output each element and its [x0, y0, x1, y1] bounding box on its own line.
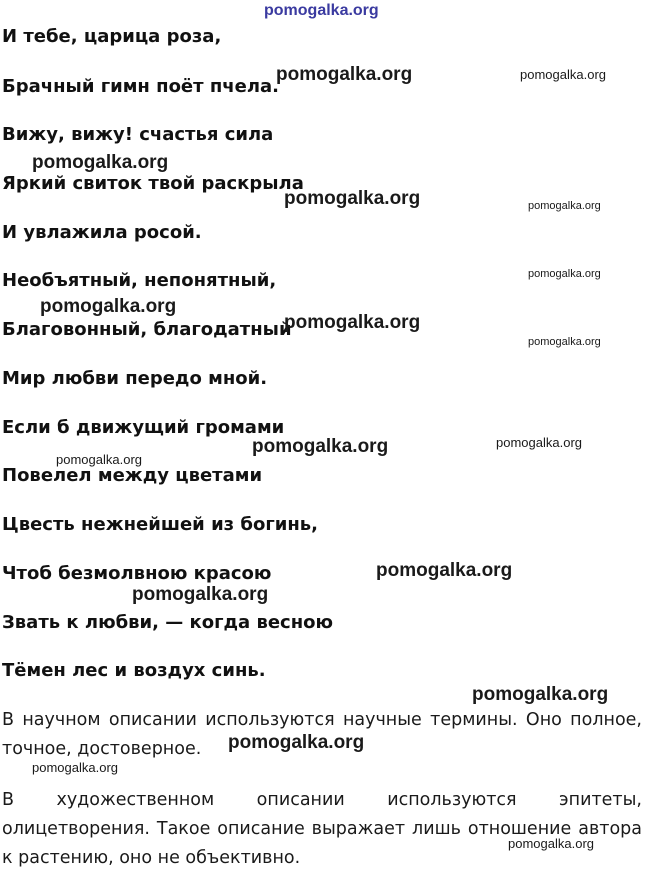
poem-line: Тёмен лес и воздух синь. [2, 660, 266, 681]
watermark: pomogalka.org [496, 435, 582, 450]
poem-line: Необъятный, непонятный, [2, 270, 277, 291]
watermark: pomogalka.org [528, 336, 601, 348]
poem-line: Брачный гимн поёт пчела. [2, 76, 280, 97]
poem-line: Чтоб безмолвною красою [2, 563, 272, 584]
watermark: pomogalka.org [520, 67, 606, 82]
watermark: pomogalka.org [132, 584, 269, 605]
description-paragraph-artistic: В художественном описании используются эпитеты, олицетворения. Такое описание выражает лишь отношение автора к растению, оно не объективно. [2, 790, 642, 868]
watermark: pomogalka.org [56, 452, 142, 467]
watermark: pomogalka.org [40, 296, 177, 317]
description-paragraph-scientific: В научном описании используются научные термины. Оно полное, точное, достоверное. [2, 710, 642, 759]
watermark: pomogalka.org [528, 200, 601, 212]
watermark: pomogalka.org [32, 760, 118, 775]
watermark: pomogalka.org [472, 684, 609, 705]
watermark-top: pomogalka.org [264, 2, 379, 19]
poem-line: Вижу, вижу! счастья сила [2, 124, 274, 145]
watermark: pomogalka.org [252, 436, 389, 457]
watermark: pomogalka.org [276, 64, 413, 85]
watermark: pomogalka.org [284, 312, 421, 333]
poem-line: Звать к любви, — когда весною [2, 612, 334, 633]
watermark: pomogalka.org [32, 152, 169, 173]
watermark: pomogalka.org [528, 268, 601, 280]
poem-line: Цвесть нежнейшей из богинь, [2, 514, 319, 535]
watermark: pomogalka.org [508, 836, 594, 851]
poem-line: Мир любви передо мной. [2, 368, 268, 389]
poem-line: Повелел между цветами [2, 465, 263, 486]
watermark: pomogalka.org [228, 732, 365, 753]
watermark: pomogalka.org [376, 560, 513, 581]
poem-line: Благовонный, благодатный [2, 319, 292, 340]
poem-line: Яркий свиток твой раскрыла [2, 173, 304, 194]
watermark: pomogalka.org [284, 188, 421, 209]
poem-line: И увлажила росой. [2, 222, 202, 243]
poem-line: Если б движущий громами [2, 417, 285, 438]
poem-line: И тебе, царица роза, [2, 26, 222, 47]
